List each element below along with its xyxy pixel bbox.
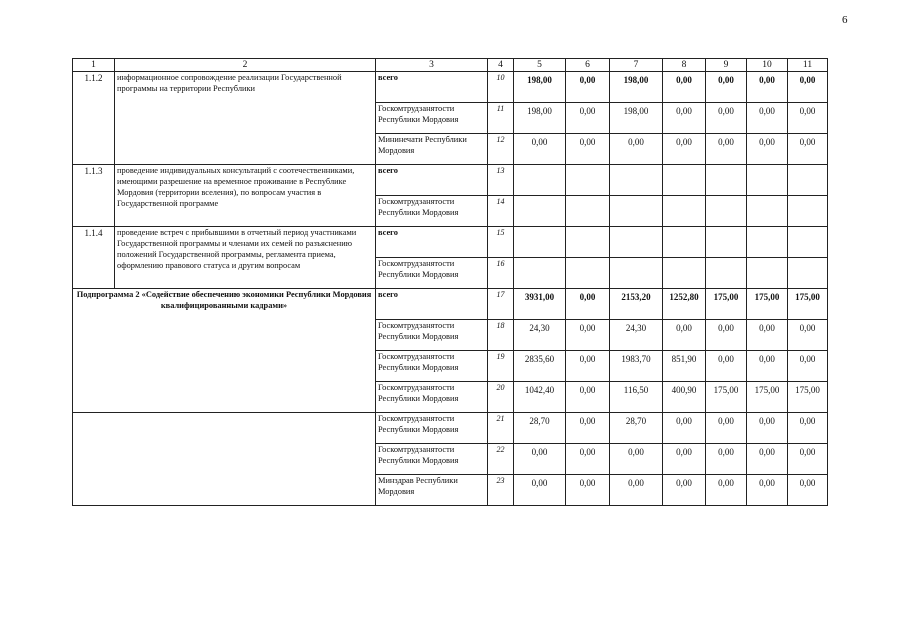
value-cell (747, 196, 788, 227)
value-cell: 0,00 (566, 475, 610, 506)
value-cell (747, 258, 788, 289)
value-cell: 24,30 (514, 320, 566, 351)
value-cell (566, 196, 610, 227)
value-cell: 0,00 (663, 444, 706, 475)
value-cell (514, 258, 566, 289)
value-cell: 0,00 (663, 413, 706, 444)
value-cell (788, 196, 828, 227)
value-cell: 0,00 (566, 351, 610, 382)
executor-cell: всего (376, 72, 488, 103)
value-cell: 0,00 (706, 413, 747, 444)
table-row (73, 72, 828, 103)
row-number: 14 (488, 196, 514, 227)
value-cell: 0,00 (663, 320, 706, 351)
value-cell: 0,00 (788, 475, 828, 506)
value-cell (610, 165, 663, 196)
row-number: 13 (488, 165, 514, 196)
value-cell: 0,00 (663, 103, 706, 134)
value-cell (706, 165, 747, 196)
header-cell: 3 (376, 59, 488, 72)
executor-cell: всего (376, 289, 488, 320)
value-cell: 0,00 (747, 475, 788, 506)
value-cell: 0,00 (610, 444, 663, 475)
value-cell: 0,00 (566, 134, 610, 165)
value-cell (566, 165, 610, 196)
value-cell (566, 227, 610, 258)
row-number: 22 (488, 444, 514, 475)
executor-cell: Минздрав Республики Мордовия (376, 475, 488, 506)
value-cell: 0,00 (747, 134, 788, 165)
row-number: 23 (488, 475, 514, 506)
value-cell: 175,00 (788, 382, 828, 413)
value-cell: 0,00 (514, 475, 566, 506)
value-cell (788, 165, 828, 196)
value-cell: 0,00 (788, 134, 828, 165)
table-row (73, 227, 828, 258)
value-cell: 24,30 (610, 320, 663, 351)
value-cell: 0,00 (788, 351, 828, 382)
value-cell (663, 258, 706, 289)
value-cell: 175,00 (706, 289, 747, 320)
value-cell: 1983,70 (610, 351, 663, 382)
value-cell: 0,00 (566, 72, 610, 103)
value-cell (514, 196, 566, 227)
header-cell: 4 (488, 59, 514, 72)
value-cell (747, 227, 788, 258)
value-cell: 0,00 (610, 475, 663, 506)
value-cell: 0,00 (566, 444, 610, 475)
value-cell: 0,00 (566, 289, 610, 320)
value-cell: 3931,00 (514, 289, 566, 320)
value-cell: 0,00 (706, 72, 747, 103)
value-cell: 0,00 (706, 134, 747, 165)
executor-cell: Госкомтрудзанятости Республики Мордовия (376, 196, 488, 227)
executor-cell: всего (376, 227, 488, 258)
value-cell: 2153,20 (610, 289, 663, 320)
value-cell: 0,00 (566, 413, 610, 444)
value-cell (706, 227, 747, 258)
value-cell: 0,00 (747, 103, 788, 134)
executor-cell: Госкомтрудзанятости Республики Мордовия (376, 320, 488, 351)
row-number: 18 (488, 320, 514, 351)
value-cell: 175,00 (788, 289, 828, 320)
header-cell: 9 (706, 59, 747, 72)
executor-cell: Мининечати Республики Мордовия (376, 134, 488, 165)
row-number: 15 (488, 227, 514, 258)
value-cell (706, 196, 747, 227)
value-cell: 0,00 (706, 444, 747, 475)
value-cell: 0,00 (514, 134, 566, 165)
value-cell: 851,90 (663, 351, 706, 382)
value-cell: 198,00 (514, 72, 566, 103)
value-cell: 0,00 (788, 103, 828, 134)
value-cell: 0,00 (566, 320, 610, 351)
value-cell: 0,00 (788, 444, 828, 475)
value-cell: 0,00 (566, 382, 610, 413)
empty-cell (73, 413, 376, 506)
value-cell: 0,00 (663, 475, 706, 506)
value-cell: 1042,40 (514, 382, 566, 413)
row-number: 12 (488, 134, 514, 165)
value-cell: 400,90 (663, 382, 706, 413)
value-cell: 28,70 (610, 413, 663, 444)
value-cell: 0,00 (747, 444, 788, 475)
row-number: 20 (488, 382, 514, 413)
value-cell (610, 227, 663, 258)
row-number: 16 (488, 258, 514, 289)
value-cell: 28,70 (514, 413, 566, 444)
value-cell (747, 165, 788, 196)
value-cell: 0,00 (706, 320, 747, 351)
value-cell: 0,00 (566, 103, 610, 134)
subprogram-title: Подпрограмма 2 «Содействие обеспечению экономики Республики Мордовия квалифицированными кадрами» (73, 289, 376, 413)
value-cell (610, 258, 663, 289)
value-cell: 175,00 (747, 382, 788, 413)
value-cell: 0,00 (747, 320, 788, 351)
value-cell (788, 227, 828, 258)
executor-cell: Госкомтрудзанятости Республики Мордовия (376, 382, 488, 413)
value-cell: 0,00 (663, 134, 706, 165)
executor-cell: Госкомтрудзанятости Республики Мордовия (376, 258, 488, 289)
value-cell (663, 196, 706, 227)
value-cell: 0,00 (706, 475, 747, 506)
header-cell: 8 (663, 59, 706, 72)
header-cell: 7 (610, 59, 663, 72)
value-cell: 175,00 (706, 382, 747, 413)
table-row (73, 289, 828, 320)
table-row (73, 413, 828, 444)
header-cell: 2 (115, 59, 376, 72)
value-cell (663, 227, 706, 258)
value-cell: 0,00 (747, 351, 788, 382)
value-cell: 0,00 (788, 72, 828, 103)
value-cell (663, 165, 706, 196)
value-cell: 0,00 (663, 72, 706, 103)
item-description: проведение индивидуальных консультаций с соотечественниками, имеющими разрешение на временное проживание в Республике Мордовия (территории вселения), по вопросам участия в Государственной программе (115, 165, 376, 227)
item-code: 1.1.2 (73, 72, 115, 165)
value-cell: 0,00 (706, 103, 747, 134)
value-cell: 1252,80 (663, 289, 706, 320)
item-code: 1.1.4 (73, 227, 115, 289)
executor-cell: Госкомтрудзанятости Республики Мордовия (376, 413, 488, 444)
executor-cell: Госкомтрудзанятости Республики Мордовия (376, 103, 488, 134)
value-cell: 0,00 (788, 320, 828, 351)
header-cell: 6 (566, 59, 610, 72)
executor-cell: Госкомтрудзанятости Республики Мордовия (376, 444, 488, 475)
row-number: 19 (488, 351, 514, 382)
header-cell: 10 (747, 59, 788, 72)
value-cell: 0,00 (706, 351, 747, 382)
value-cell: 198,00 (514, 103, 566, 134)
value-cell: 0,00 (747, 413, 788, 444)
item-code: 1.1.3 (73, 165, 115, 227)
value-cell: 0,00 (514, 444, 566, 475)
value-cell (566, 258, 610, 289)
row-number: 17 (488, 289, 514, 320)
row-number: 11 (488, 103, 514, 134)
header-cell: 5 (514, 59, 566, 72)
value-cell: 175,00 (747, 289, 788, 320)
row-number: 10 (488, 72, 514, 103)
value-cell (610, 196, 663, 227)
value-cell: 0,00 (747, 72, 788, 103)
value-cell: 0,00 (788, 413, 828, 444)
item-description: информационное сопровождение реализации Государственной программы на территории Республики (115, 72, 376, 165)
header-cell: 1 (73, 59, 115, 72)
value-cell (514, 227, 566, 258)
executor-cell: всего (376, 165, 488, 196)
value-cell: 198,00 (610, 103, 663, 134)
item-description: проведение встреч с прибывшими в отчетный период участниками Государственной программы и членами их семей по разъяснению положений Государственной программы, регламента приема, оформлению правового статуса и другим вопросам (115, 227, 376, 289)
value-cell (514, 165, 566, 196)
table-row (73, 165, 828, 196)
budget-table (72, 58, 828, 506)
value-cell: 0,00 (610, 134, 663, 165)
executor-cell: Госкомтрудзанятости Республики Мордовия (376, 351, 488, 382)
header-cell: 11 (788, 59, 828, 72)
page-number: 6 (842, 14, 848, 26)
header-row (73, 59, 828, 72)
value-cell (788, 258, 828, 289)
value-cell: 2835,60 (514, 351, 566, 382)
value-cell (706, 258, 747, 289)
row-number: 21 (488, 413, 514, 444)
value-cell: 198,00 (610, 72, 663, 103)
value-cell: 116,50 (610, 382, 663, 413)
